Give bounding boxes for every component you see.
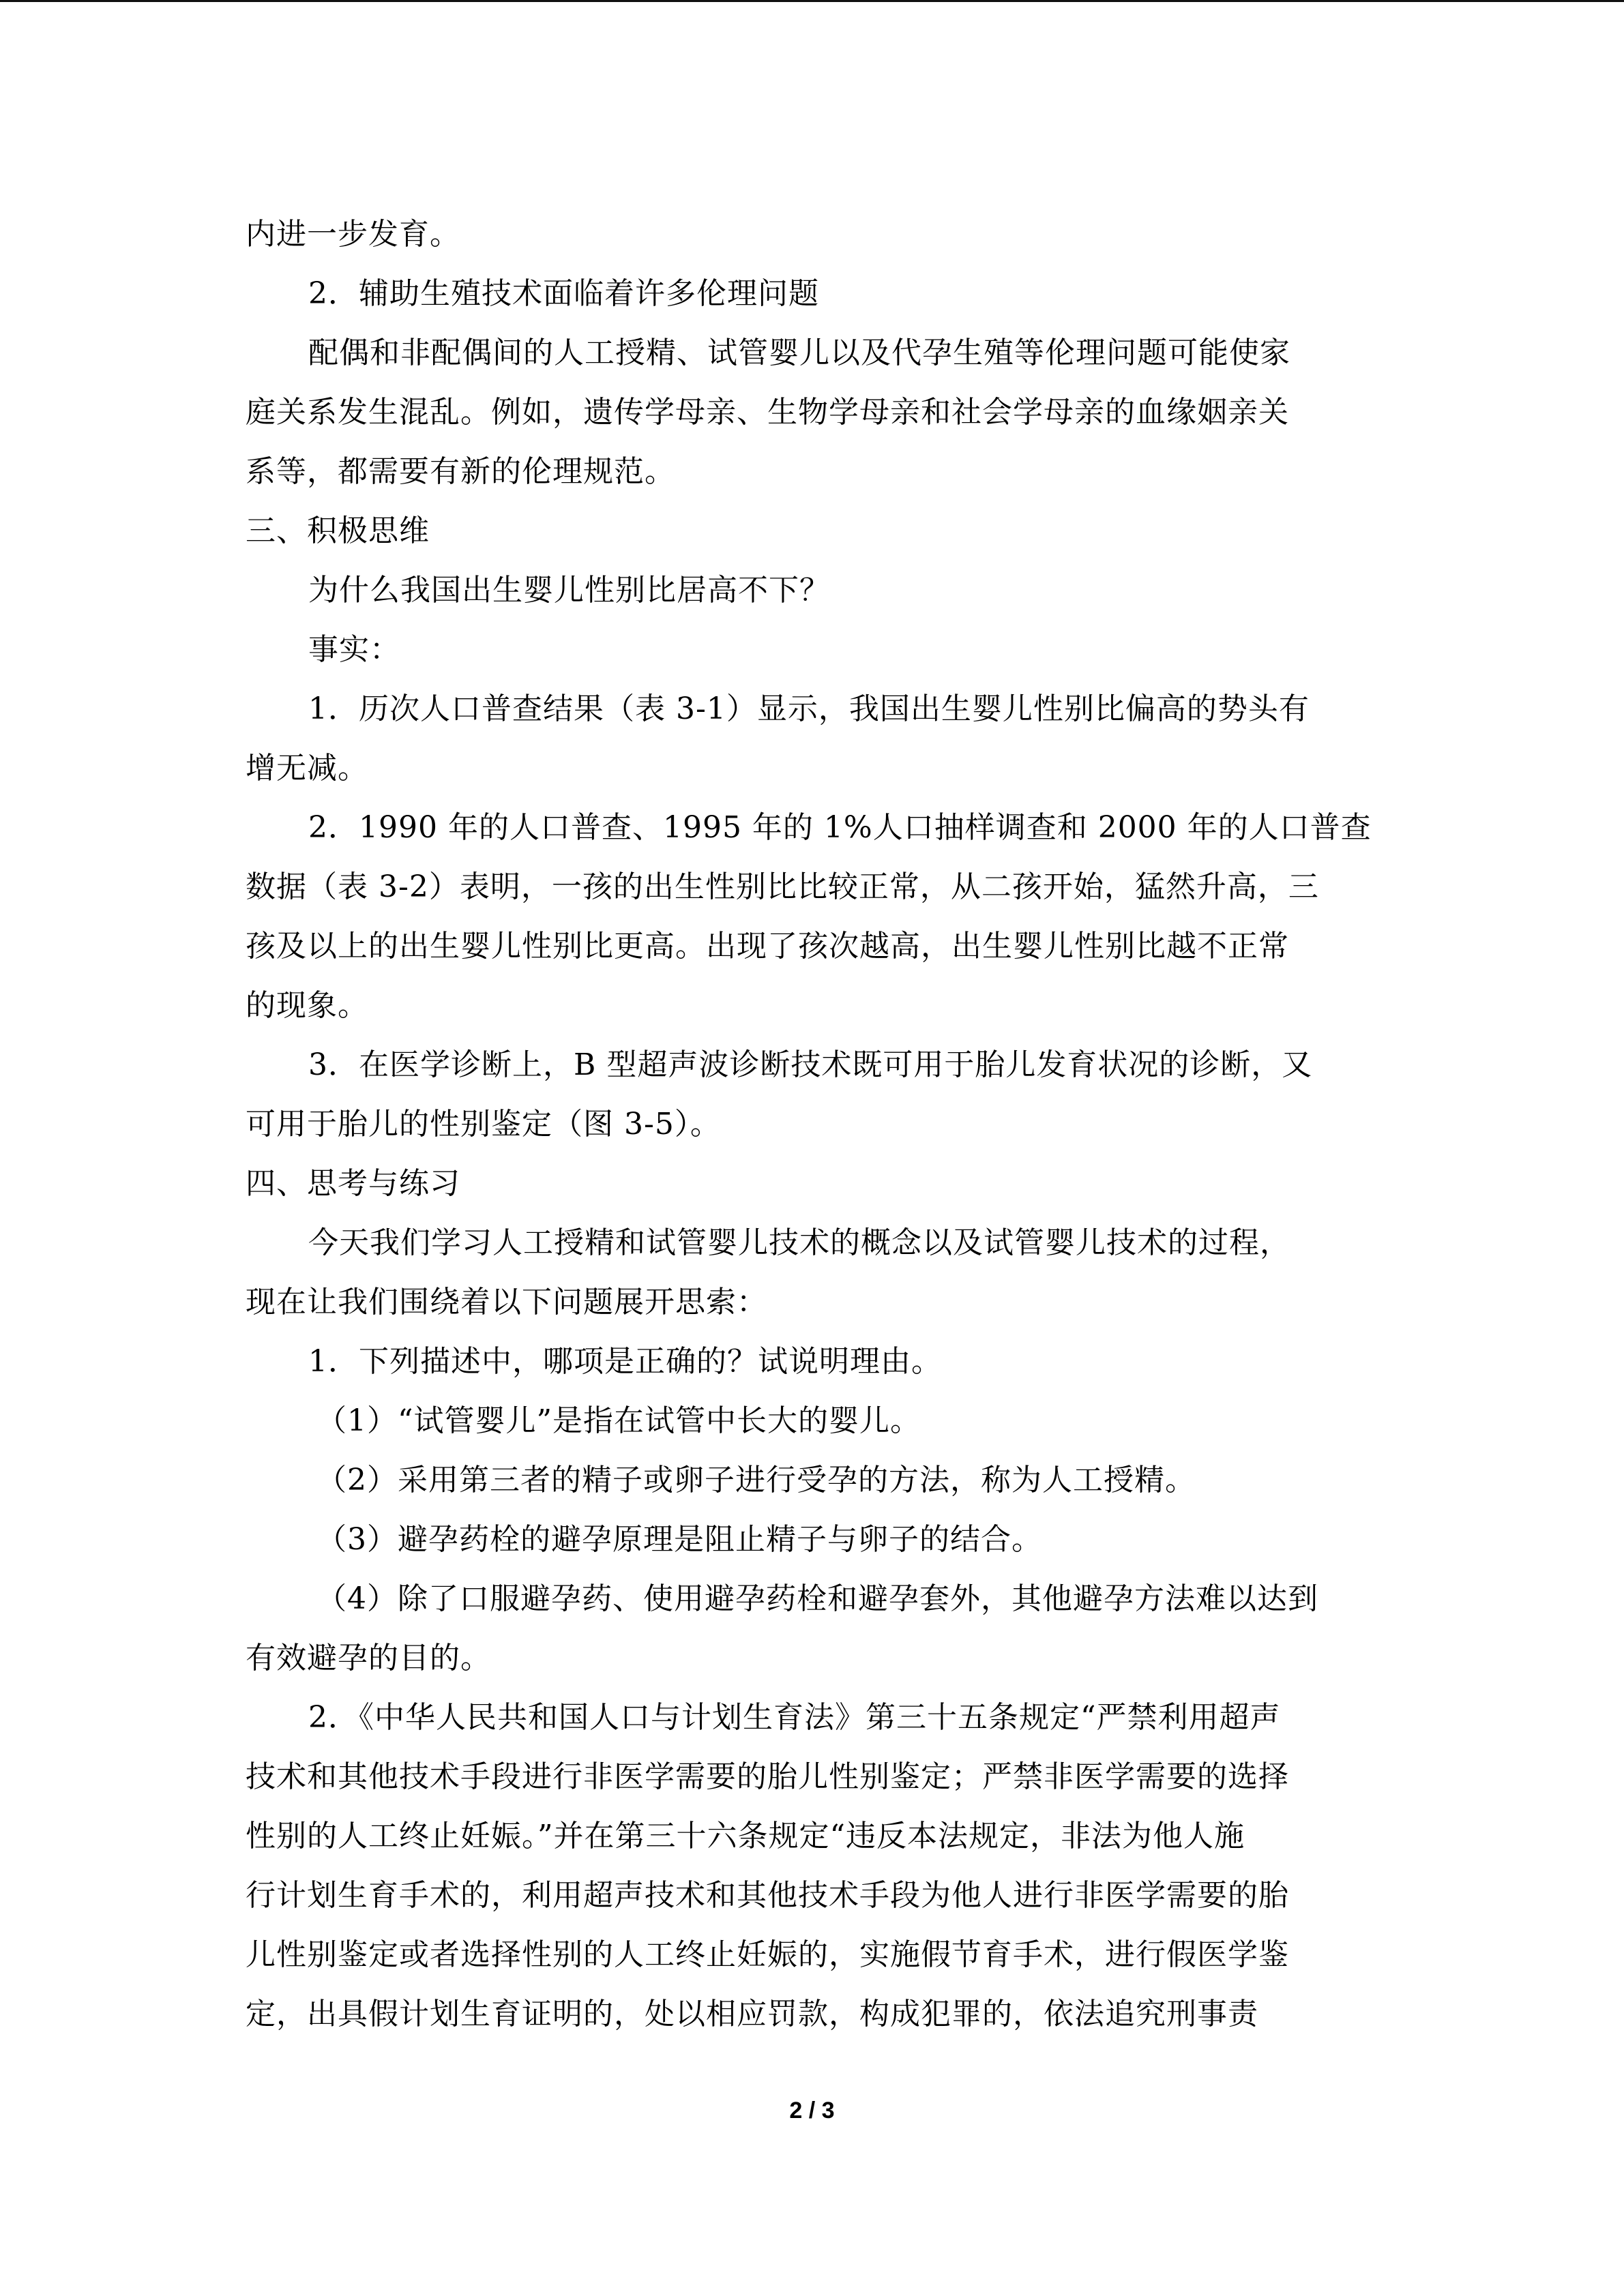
text-line: 孩及以上的出生婴儿性别比更高。出现了孩次越高，出生婴儿性别比越不正常 [246,929,1289,964]
text-line: 四、思考与练习 [246,1166,460,1201]
text-line: 有效避孕的目的。 [246,1641,491,1675]
text-line: 为什么我国出生婴儿性别比居高不下？ [308,573,830,608]
document-body [246,205,1378,2044]
text-line: 1．下列描述中，哪项是正确的？试说明理由。 [308,1344,942,1379]
text-line: （3）避孕药栓的避孕原理是阻止精子与卵子的结合。 [316,1522,1042,1557]
text-line: （1）“试管婴儿”是指在试管中长大的婴儿。 [316,1403,921,1438]
text-line: 事实： [308,632,400,667]
text-line: 2．《中华人民共和国人口与计划生育法》第三十五条规定“严禁利用超声 [308,1700,1281,1735]
text-line: 定，出具假计划生育证明的，处以相应罚款，构成犯罪的，依法追究刑事责 [246,1997,1258,2031]
text-line: 性别的人工终止妊娠。”并在第三十六条规定“违反本法规定，非法为他人施 [246,1819,1245,1853]
text-line: 3．在医学诊断上，B 型超声波诊断技术既可用于胎儿发育状况的诊断，又 [308,1047,1313,1082]
text-line: 配偶和非配偶间的人工授精、试管婴儿以及代孕生殖等伦理问题可能使家 [308,336,1290,370]
text-line: 可用于胎儿的性别鉴定（图 3-5）。 [246,1107,721,1142]
text-line: 1．历次人口普查结果（表 3-1）显示，我国出生婴儿性别比偏高的势头有 [308,691,1310,726]
text-line: 2．辅助生殖技术面临着许多伦理问题 [308,276,819,311]
text-line: 三、积极思维 [246,513,430,548]
page-number: 2 / 3 [789,2098,835,2123]
text-line: 技术和其他技术手段进行非医学需要的胎儿性别鉴定；严禁非医学需要的选择 [246,1759,1289,1794]
text-line: 今天我们学习人工授精和试管婴儿技术的概念以及试管婴儿技术的过程， [308,1225,1290,1260]
text-line: （2）采用第三者的精子或卵子进行受孕的方法，称为人工授精。 [316,1463,1196,1497]
top-border [0,0,1624,2]
text-line: 系等，都需要有新的伦理规范。 [246,454,675,489]
text-line: 儿性别鉴定或者选择性别的人工终止妊娠的，实施假节育手术，进行假医学鉴 [246,1937,1289,1972]
text-line: 内进一步发育。 [246,217,460,252]
text-line: 现在让我们围绕着以下问题展开思索： [246,1285,767,1320]
text-line: 行计划生育手术的，利用超声技术和其他技术手段为他人进行非医学需要的胎 [246,1878,1289,1913]
text-line: 的现象。 [246,988,368,1023]
text-line: 数据（表 3-2）表明，一孩的出生性别比比较正常，从二孩开始，猛然升高，三 [246,869,1319,904]
text-line: （4）除了口服避孕药、使用避孕药栓和避孕套外，其他避孕方法难以达到 [316,1581,1318,1616]
text-line: 增无减。 [246,751,368,786]
text-line: 2．1990 年的人口普查、1995 年的 1%人口抽样调查和 2000 年的人口普查 [308,810,1372,845]
text-line: 庭关系发生混乱。例如，遗传学母亲、生物学母亲和社会学母亲的血缘姻亲关 [246,395,1289,430]
